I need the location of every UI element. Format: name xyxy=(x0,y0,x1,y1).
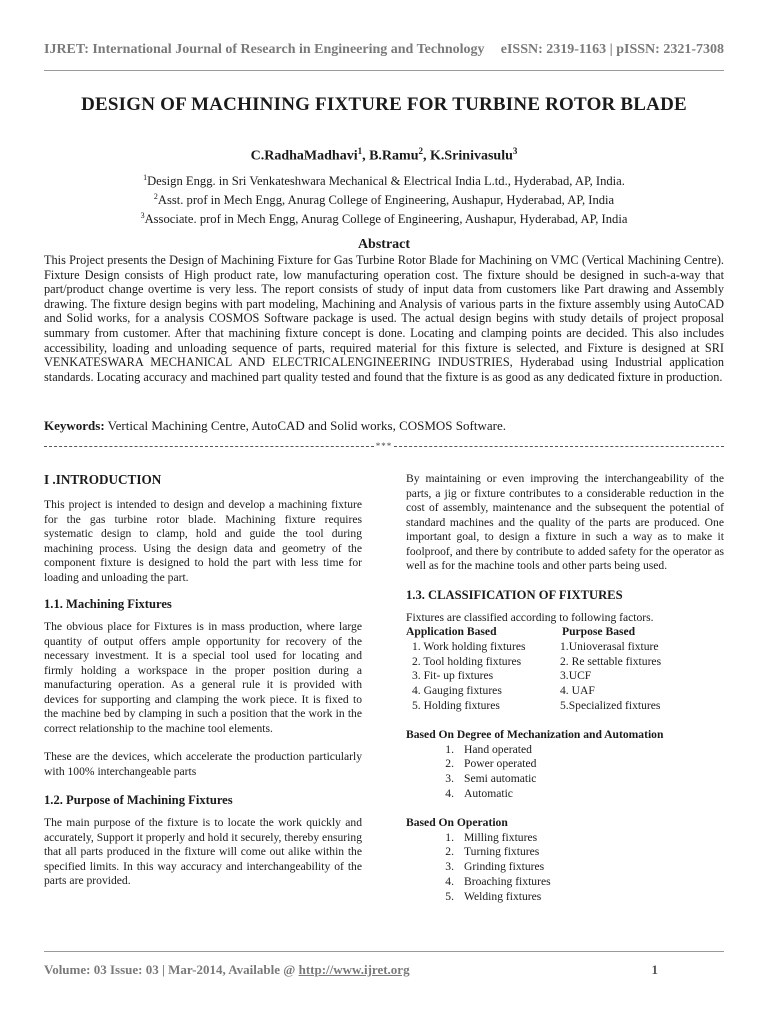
separator-stars: *** xyxy=(375,441,393,451)
list-item: 1. Work holding fixtures xyxy=(412,639,526,653)
section-heading-purpose: 1.2. Purpose of Machining Fixtures xyxy=(44,793,233,807)
list-item: 2. Turning fixtures xyxy=(445,845,540,859)
keywords-label: Keywords: xyxy=(44,418,105,433)
machining-fixtures-text: The obvious place for Fixtures is in mass production, where large quantity of output offers ample opportunity for recovery of the necessary investment. It is a special tool used for locating and firmly holding a workspace in the proper position during a manufacturing operation. As a general rule it is provided with devices for supporting and clamping the work piece. It is fixed to the machine bed by clamping in such a position that the work in the correct relationship to the machine tool elements. xyxy=(44,620,362,735)
abstract-heading: Abstract xyxy=(357,237,411,252)
introduction-text: This project is intended to design and develop a machining fixture for the gas turbine rotor blade. Machining fixture requires systematic design to clamp, hold and guide the tool during machining process. Using the design data and geometry of the component fixture is designed to hold the part with less time for loading and unloading the part. xyxy=(44,498,362,584)
list-item: 1. Milling fixtures xyxy=(445,830,538,844)
author-name: K.Srinivasulu xyxy=(430,148,513,164)
journal-link[interactable]: http://www.ijret.org xyxy=(298,962,410,977)
author-sup: 3 xyxy=(512,146,518,156)
list-item: 2. Tool holding fixtures xyxy=(412,654,522,668)
list-item: 2. Power operated xyxy=(445,757,537,771)
author-sup: 2 xyxy=(418,146,423,156)
footer-rule xyxy=(44,951,724,952)
header-rule xyxy=(44,70,724,71)
mechanization-list xyxy=(406,743,724,802)
section-heading-machining-fixtures: 1.1. Machining Fixtures xyxy=(44,597,172,611)
footer-volume: Volume: 03 Issue: 03 | Mar-2014, Available @ http://www.ijret.org xyxy=(44,962,410,977)
left-column xyxy=(44,472,362,889)
affiliation: $^2$Asst. prof in Mech Engg, Anurag College of Engineering, Aushapur, Hyderabad, AP, India xyxy=(153,192,615,208)
mechanization-heading: Based On Degree of Mechanization and Automation xyxy=(406,727,664,741)
list-item: 3. Grinding fixtures xyxy=(445,860,545,874)
classification-table xyxy=(406,625,724,714)
list-item: 5.Specialized fixtures xyxy=(560,698,661,712)
purpose-based-heading: Purpose Based xyxy=(562,625,636,638)
section-heading-introduction: I .INTRODUCTION xyxy=(44,472,162,487)
list-item: 2. Re settable fixtures xyxy=(560,654,662,668)
page-number: 1 xyxy=(651,962,658,977)
classification-intro: Fixtures are classified according to following factors. xyxy=(406,610,654,624)
interchangeability-text: By maintaining or even improving the interchangeability of the parts, a jig or fixture contributes to a considerable reduction in the cost of assembly, maintenance and the subsequent the potential of standard machines and the quality of the parts are produced. One important goal, to design a fixture in such a way as to make it foolproof, and there by contribute to added safety for the operator as well as for the machine tools and other parts being used. xyxy=(406,472,724,572)
list-item: 3.UCF xyxy=(560,669,592,683)
right-column xyxy=(406,472,724,905)
affiliation: $^3$Associate. prof in Mech Engg, Anurag College of Engineering, Aushapur, Hyderabad, AP, India xyxy=(140,211,628,227)
journal-name: IJRET: International Journal of Research in Engineering and Technology xyxy=(44,42,485,57)
section-separator xyxy=(44,441,724,451)
keywords-text: Vertical Machining Centre, AutoCAD and Solid works, COSMOS Software. xyxy=(104,418,506,433)
author-sup: 1 xyxy=(357,146,363,156)
list-item: 1. Hand operated xyxy=(445,742,532,756)
machining-fixtures-text-2: These are the devices, which accelerate the production particularly with 100% interchangeable parts xyxy=(44,750,362,778)
list-item: 3. Fit- up fixtures xyxy=(412,669,494,683)
list-item: 4. Broaching fixtures xyxy=(445,874,551,888)
author-name: B.Ramu xyxy=(369,148,419,164)
operation-list xyxy=(406,831,724,905)
affiliations xyxy=(44,170,724,228)
list-item: 5. Welding fixtures xyxy=(445,889,542,903)
running-footer xyxy=(44,962,658,978)
list-item: 4. Automatic xyxy=(445,786,513,800)
author-list: C.RadhaMadhavi$^1$, B.Ramu$^2$, K.Srinivasulu$^3$ xyxy=(250,146,518,164)
list-item: 3. Semi automatic xyxy=(445,772,537,786)
operation-heading: Based On Operation xyxy=(406,815,508,829)
list-item: 4. Gauging fixtures xyxy=(412,684,502,698)
affiliation: $^1$Design Engg. in Sri Venkateshwara Mechanical & Electrical India L.td., Hyderabad, AP, India. xyxy=(143,173,625,189)
paper-title: DESIGN OF MACHINING FIXTURE FOR TURBINE ROTOR BLADE xyxy=(81,94,687,115)
section-heading-classification: 1.3. CLASSIFICATION OF FIXTURES xyxy=(406,587,623,602)
list-item: 1.Unioverasal fixture xyxy=(560,639,659,653)
abstract-body: This Project presents the Design of Machining Fixture for Gas Turbine Rotor Blade for Machining on VMC (Vertical Machining Centre). Fixture Design consists of High product rate, low manufacturing operation cost. The fixture should be designed in such-a-way that part/product change overtime is very less. The report consists of study of input data from customers like Part drawing and Assembly drawing. The fixture design begins with part modeling, Machining and Analysis of various parts in the fixture assembly using AutoCAD and Solid works, for a analysis COSMOS Software package is used. The actual design begins with study details of project proposal summary from customer. After that machining fixture concept is done. Locating and clamping points are decided. This also includes accessibility, loading and unloading sequence of parts, required material for this fixture is selected, and Fixture is designed at SRI VENKATESWARA MECHANICAL AND ELECTRICALENGINEERING INDUSTRIES, Hyderabad using Industrial application standards. Locating accuracy and machined part quality tested and found that the fixture is as good as any dedicated fixture in production. xyxy=(44,253,724,384)
purpose-text: The main purpose of the fixture is to locate the work quickly and accurately, Support it properly and hold it securely, thereby ensuring that all parts produced in the fixture will come out alike within the specified limits. In this way accuracy and interchangeability of the parts are provided. xyxy=(44,816,362,887)
author-name: C.RadhaMadhavi xyxy=(250,148,358,164)
running-header xyxy=(44,42,724,58)
issn: eISSN: 2319-1163 | pISSN: 2321-7308 xyxy=(500,42,724,57)
keywords xyxy=(44,418,724,434)
list-item: 4. UAF xyxy=(560,684,595,698)
list-item: 5. Holding fixtures xyxy=(412,698,500,712)
application-based-heading: Application Based xyxy=(406,625,497,638)
